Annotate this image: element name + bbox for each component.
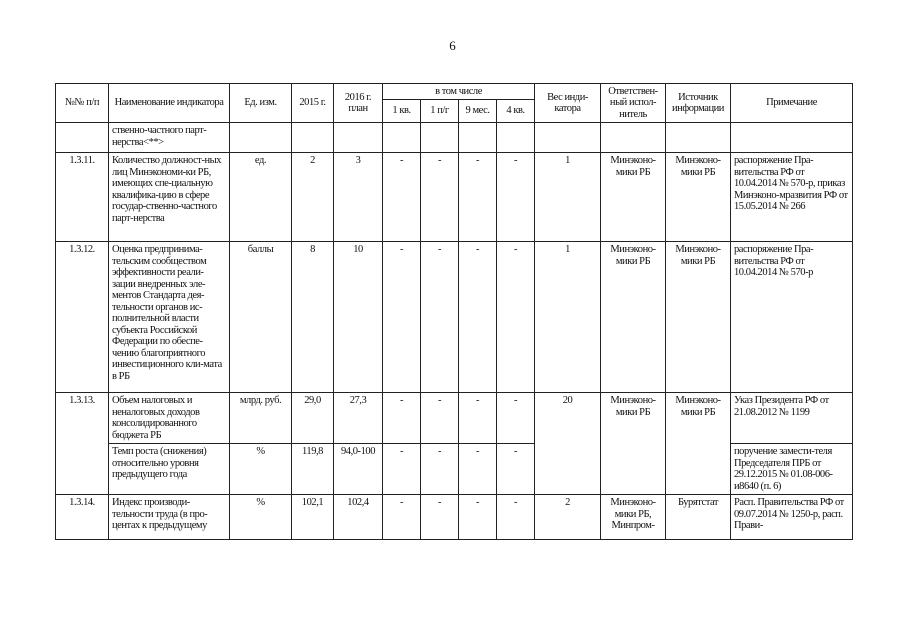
cell-unit: % — [230, 495, 292, 540]
cell-name: Темп роста (снижения) относительно уровня предыдущего года — [109, 444, 230, 495]
table-row — [56, 242, 853, 393]
table-row — [56, 495, 853, 540]
header-resp: Ответствен-ный испол-нитель — [601, 84, 666, 123]
cell-source: Бурятстат — [666, 495, 731, 540]
cell-source: Минэконо-мики РБ — [666, 242, 731, 393]
cell-weight: 1 — [535, 242, 601, 393]
cell-2016 — [334, 123, 383, 153]
indicators-table — [55, 83, 853, 540]
cell-q1: - — [383, 444, 421, 495]
cell-q4: - — [497, 153, 535, 242]
header-q4: 4 кв. — [497, 100, 535, 123]
cell-2015: 8 — [292, 242, 334, 393]
cell-unit: % — [230, 444, 292, 495]
header-num: №№ п/п — [56, 84, 109, 123]
cell-2015: 29,0 — [292, 393, 334, 444]
cell-weight: 1 — [535, 153, 601, 242]
cell-h1: - — [421, 444, 459, 495]
cell-weight: 20 — [535, 393, 601, 495]
cell-resp — [601, 123, 666, 153]
table-row — [56, 393, 853, 444]
cell-note: поручение замести-теля Председателя ПРБ от 29.12.2015 № 01.08-006-и8640 (п. 6) — [731, 444, 853, 495]
cell-2015: 2 — [292, 153, 334, 242]
header-9m: 9 мес. — [459, 100, 497, 123]
header-2016: 2016 г. план — [334, 84, 383, 123]
cell-num: 1.3.14. — [56, 495, 109, 540]
header-2015: 2015 г. — [292, 84, 334, 123]
table-row — [56, 123, 853, 153]
cell-q4: - — [497, 444, 535, 495]
cell-9m: - — [459, 495, 497, 540]
cell-note: распоряжение Пра-вительства РФ от 10.04.2014 № 570-р — [731, 242, 853, 393]
cell-q1: - — [383, 242, 421, 393]
cell-h1 — [421, 123, 459, 153]
cell-2016: 94,0-100 — [334, 444, 383, 495]
header-incl: в том числе — [383, 84, 535, 100]
cell-note — [731, 123, 853, 153]
cell-name: ственно-частного парт-нерства<**> — [109, 123, 230, 153]
cell-weight — [535, 123, 601, 153]
cell-2016: 27,3 — [334, 393, 383, 444]
cell-9m: - — [459, 153, 497, 242]
cell-q1: - — [383, 393, 421, 444]
cell-h1: - — [421, 393, 459, 444]
cell-q4: - — [497, 393, 535, 444]
cell-h1: - — [421, 153, 459, 242]
cell-q1: - — [383, 495, 421, 540]
cell-name: Индекс производи-тельности труда (в про-центах к предыдущему — [109, 495, 230, 540]
cell-note: распоряжение Пра-вительства РФ от 10.04.2014 № 570-р, приказ Минэконо-мразвития РФ от 15.05.2014 № 266 — [731, 153, 853, 242]
cell-2016: 102,4 — [334, 495, 383, 540]
cell-source: Минэконо-мики РБ — [666, 393, 731, 495]
cell-2015: 102,1 — [292, 495, 334, 540]
cell-q1 — [383, 123, 421, 153]
cell-name: Объем налоговых и неналоговых доходов консолидированного бюджета РБ — [109, 393, 230, 444]
cell-2016: 3 — [334, 153, 383, 242]
cell-9m — [459, 123, 497, 153]
header-unit: Ед. изм. — [230, 84, 292, 123]
header-source: Источник информации — [666, 84, 731, 123]
cell-resp: Минэконо-мики РБ — [601, 393, 666, 495]
cell-name: Количество должност-ных лиц Минэкономи-ки РБ, имеющих спе-циальную квалифика-цию в сфере государ-ственно-частного парт-нерства — [109, 153, 230, 242]
table-row — [56, 444, 853, 495]
cell-9m: - — [459, 393, 497, 444]
page-number: 6 — [449, 38, 456, 53]
cell-9m: - — [459, 242, 497, 393]
header-q1: 1 кв. — [383, 100, 421, 123]
cell-resp: Минэконо-мики РБ, Минпром- — [601, 495, 666, 540]
cell-2016: 10 — [334, 242, 383, 393]
cell-2015: 119,8 — [292, 444, 334, 495]
header-note: Примечание — [731, 84, 853, 123]
cell-source — [666, 123, 731, 153]
header-row — [56, 84, 853, 100]
cell-num: 1.3.13. — [56, 393, 109, 495]
cell-num: 1.3.11. — [56, 153, 109, 242]
cell-q4: - — [497, 242, 535, 393]
cell-num — [56, 123, 109, 153]
cell-unit: млрд. руб. — [230, 393, 292, 444]
cell-2015 — [292, 123, 334, 153]
cell-num: 1.3.12. — [56, 242, 109, 393]
cell-name: Оценка предпринима-тельским сообществом эффективности реали-зации внедренных эле-ментов Стандарта дея-тельности органов ис-полнительной власти субъекта Российской Федерации по обеспе-чению благоприятного инвестиционного кли-мата в РБ — [109, 242, 230, 393]
header-h1: 1 п/г — [421, 100, 459, 123]
cell-q4 — [497, 123, 535, 153]
cell-note: Указ Президента РФ от 21.08.2012 № 1199 — [731, 393, 853, 444]
cell-h1: - — [421, 242, 459, 393]
cell-note: Расп. Правительства РФ от 09.07.2014 № 1250-р, расп. Прави- — [731, 495, 853, 540]
cell-resp: Минэконо-мики РБ — [601, 242, 666, 393]
cell-9m: - — [459, 444, 497, 495]
cell-q4: - — [497, 495, 535, 540]
cell-resp: Минэконо-мики РБ — [601, 153, 666, 242]
cell-unit: ед. — [230, 153, 292, 242]
cell-source: Минэконо-мики РБ — [666, 153, 731, 242]
cell-q1: - — [383, 153, 421, 242]
header-name: Наименование индикатора — [109, 84, 230, 123]
cell-h1: - — [421, 495, 459, 540]
cell-unit: баллы — [230, 242, 292, 393]
cell-unit — [230, 123, 292, 153]
header-weight: Вес инди-катора — [535, 84, 601, 123]
table-row — [56, 153, 853, 242]
cell-weight: 2 — [535, 495, 601, 540]
